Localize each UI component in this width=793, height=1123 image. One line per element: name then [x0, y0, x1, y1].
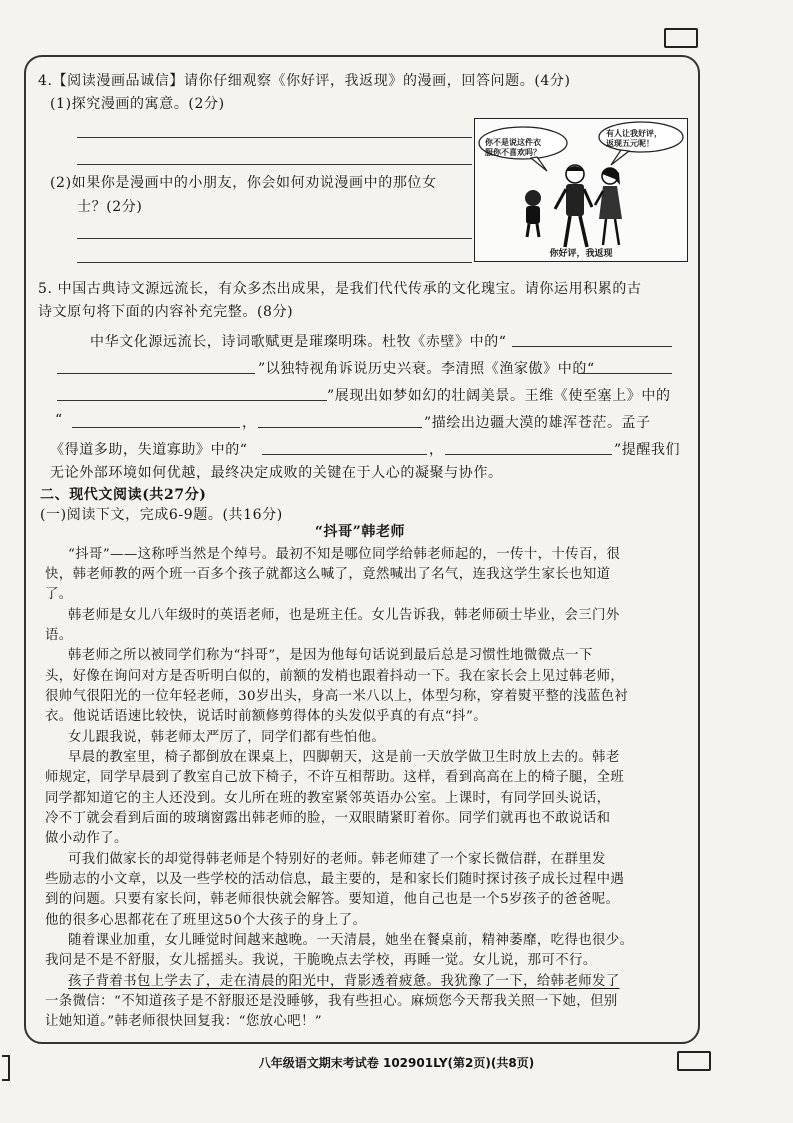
answer-line-1	[77, 137, 472, 138]
comic-bubble-left: 你不是说这件衣 服你不喜欢吗？	[485, 137, 541, 157]
article-line: 到的问题。只要有家长问，韩老师很快就会解答。要知道，他自己也是一个5岁孩子的爸爸呢。	[45, 892, 620, 907]
article-title: “抖哥”韩老师	[314, 524, 406, 540]
article-line-underlined: 孩子背着书包上学去了，走在清晨的阳光中，背影透着疲惫。我犹豫了一下，给韩老师发了	[68, 974, 620, 989]
article-line: 韩老师之所以被同学们称为“抖哥”，是因为他每句话说到最后总是习惯性地微微点一下	[68, 648, 593, 663]
blank-line	[512, 346, 672, 347]
q5-stem-1: 5. 中国古典诗文源远流长，有众多杰出成果，是我们代代传承的文化瑰宝。请你运用积累的古	[38, 281, 642, 297]
comic-caption: 你好评，我返现	[549, 249, 613, 259]
q4-stem: 4.【阅读漫画品诚信】请你仔细观察《你好评，我返现》的漫画，回答问题。(4分)	[38, 73, 571, 89]
q4-sub1: (1)探究漫画的寓意。(2分)	[50, 96, 225, 112]
answer-line-4	[77, 262, 472, 263]
blank-line	[57, 400, 327, 401]
article-line: 些励志的小文章，以及一些学校的活动信息，最主要的，是和家长们随时探讨孩子成长过程中遇	[45, 872, 625, 887]
article-line: “抖哥”——这称呼当然是个绰号。最初不知是哪位同学给韩老师起的，一传十，十传百，很	[68, 547, 621, 562]
article-line: 随着课业加重，女儿睡觉时间越来越晚。一天清晨，她坐在餐桌前，精神萎靡，吃得也很少。	[68, 933, 634, 948]
article-line: 快，韩老师教的两个班一百多个孩子就都这么喊了，竟然喊出了名气，连我这学生家长也知道	[45, 567, 611, 582]
corner-box-top-right	[664, 28, 698, 48]
article-line: 韩老师是女儿八年级时的英语老师，也是班主任。女儿告诉我，韩老师硕士毕业，会三门外	[68, 608, 620, 623]
q5-para-2: ”以独特视角诉说历史兴衰。李清照《渔家傲》中的“	[258, 361, 595, 377]
article-line: 一条微信：“不知道孩子是不舒服还是没睡够，我有些担心。麻烦您今天帮我关照一下她，但别	[45, 994, 618, 1009]
article-line: 女儿跟我说，韩老师太严厉了，同学们都有些怕他。	[68, 730, 386, 745]
blank-line	[445, 454, 612, 455]
article-line: 衣。他说话语速比较快，说话时前额修剪得体的头发似乎真的有点“抖”。	[45, 709, 487, 724]
q5-comma: ，	[429, 442, 444, 458]
corner-box-bottom-right	[677, 1051, 711, 1071]
q5-para-5-tail: ”提醒我们	[614, 442, 681, 458]
page-footer: 八年级语文期末考试卷 102901LY(第2页)(共8页)	[258, 1056, 535, 1070]
article-line: 师规定，同学早晨到了教室自己放下椅子，不许互相帮助。这样，看到高高在上的椅子腿，全班	[45, 770, 625, 785]
blank-line	[258, 427, 422, 428]
q5-para-5: 《得道多助，失道寡助》中的“	[50, 442, 248, 458]
q5-quote-open: “	[55, 412, 63, 428]
article-line: 早晨的教室里，椅子都倒放在课桌上，四脚朝天，这是前一天放学做卫生时放上去的。韩老	[68, 750, 620, 765]
q4-sub2-line2: 士？(2分)	[77, 199, 143, 215]
article-line: 了。	[45, 587, 73, 602]
article-line: 同学都知道它的主人还没到。女儿所在班的教室紧邻英语办公室。上课时，有同学回头说话，	[45, 791, 611, 806]
comic-bubble-right: 有人让我好评， 返现五元呢！	[606, 128, 662, 148]
comic-illustration	[474, 118, 688, 262]
article-line: 做小动作了。	[45, 831, 128, 846]
article-line: 我问是不是不舒服，女儿摇摇头。我说，干脆晚点去学校，再睡一觉。女儿说，那可不行。	[45, 953, 597, 968]
blank-line	[72, 427, 240, 428]
q5-para-6: 无论外部环境如何优越，最终决定成败的关键在于人心的凝聚与协作。	[50, 465, 503, 481]
article-line: 他的很多心思都花在了班里这50个大孩子的身上了。	[45, 913, 367, 928]
article-line: 头，好像在询问对方是否听明白似的，前额的发梢也跟着抖动一下。我在家长会上见过韩老师，	[45, 669, 625, 684]
article-line: 语。	[45, 628, 73, 643]
article-line: 很帅气很阳光的一位年轻老师，30岁出头，身高一米八以上，体型匀称，穿着熨平整的浅蓝色衬	[45, 689, 629, 704]
section-title: 二、现代文阅读(共27分)	[40, 487, 207, 503]
answer-line-3	[77, 238, 472, 239]
blank-line	[262, 454, 427, 455]
answer-line-2	[77, 164, 472, 165]
q5-stem-2: 诗文原句将下面的内容补充完整。(8分)	[38, 304, 294, 320]
article-line: 冷不丁就会看到后面的玻璃窗露出韩老师的脸，一双眼睛紧盯着你。同学们就再也不敢说话和	[45, 811, 611, 826]
blank-line	[578, 373, 672, 374]
q5-para-3: ”展现出如梦如幻的壮阔美景。王维《使至塞上》中的	[327, 388, 671, 404]
section-instruction: (一)阅读下文，完成6-9题。(共16分)	[40, 507, 283, 523]
q5-comma: ，	[242, 415, 257, 431]
q5-para-1: 中华文化源远流长，诗词歌赋更是璀璨明珠。杜牧《赤壁》中的“	[90, 334, 507, 350]
q4-sub2-line1: (2)如果你是漫画中的小朋友，你会如何劝说漫画中的那位女	[50, 175, 437, 191]
blank-line	[57, 373, 255, 374]
article-line: 让她知道。”韩老师很快回复我：“您放心吧！”	[45, 1014, 323, 1029]
article-line: 可我们做家长的却觉得韩老师是个特别好的老师。韩老师建了一个家长微信群，在群里发	[68, 852, 606, 867]
q5-para-4-tail: ”描绘出边疆大漠的雄浑苍茫。孟子	[424, 415, 651, 431]
